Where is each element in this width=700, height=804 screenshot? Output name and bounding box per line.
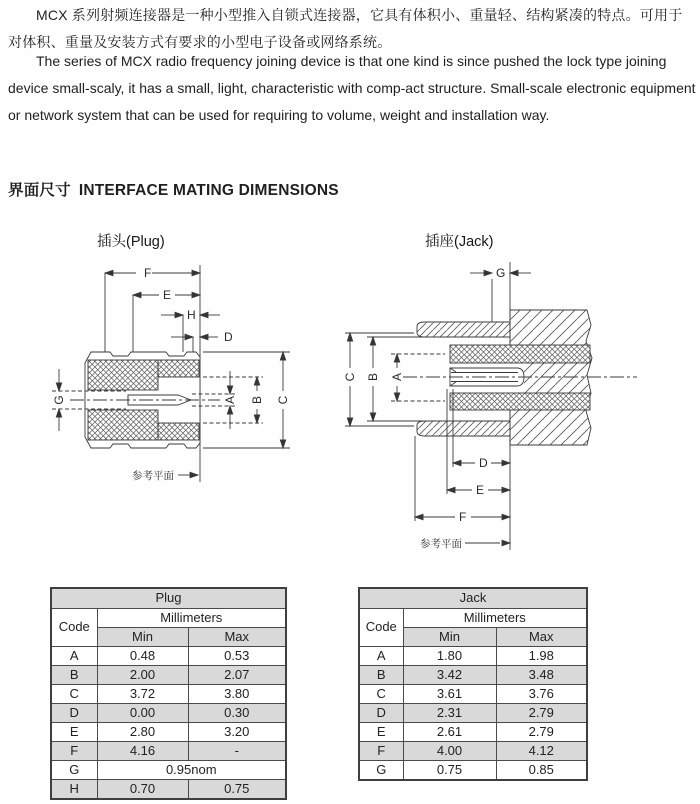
jack-reference-plane-label: 参考平面 bbox=[420, 538, 462, 550]
table-row: A 0.48 0.53 bbox=[51, 647, 286, 666]
jack-table-unit-header: Millimeters bbox=[403, 609, 587, 628]
table-row: B 2.00 2.07 bbox=[51, 666, 286, 685]
table-row: G 0.75 0.85 bbox=[359, 761, 587, 781]
plug-table-min-header: Min bbox=[97, 628, 188, 647]
table-row: F 4.16 - bbox=[51, 742, 286, 761]
plug-dimension-table bbox=[50, 587, 287, 800]
jack-shell-bottom-wall bbox=[417, 421, 510, 436]
jack-shell-top-wall bbox=[417, 322, 510, 337]
plug-dim-c-label: C bbox=[276, 395, 290, 405]
jack-technical-drawing bbox=[335, 253, 665, 563]
plug-table-title: Plug bbox=[51, 588, 286, 609]
plug-table-max-header: Max bbox=[188, 628, 286, 647]
table-row: D 0.00 0.30 bbox=[51, 704, 286, 723]
plug-dim-a-label: A bbox=[223, 395, 237, 405]
table-row: C 3.72 3.80 bbox=[51, 685, 286, 704]
plug-drawing-title: 插头(Plug) bbox=[97, 234, 165, 250]
jack-dim-e-label: E bbox=[476, 483, 485, 497]
jack-dim-c-label: C bbox=[343, 372, 357, 382]
section-heading-zh: 界面尺寸 bbox=[8, 182, 71, 199]
jack-table-title: Jack bbox=[359, 588, 587, 609]
plug-technical-drawing bbox=[40, 257, 310, 492]
plug-dim-d-label: D bbox=[224, 330, 233, 344]
table-row: E 2.80 3.20 bbox=[51, 723, 286, 742]
plug-table-unit-header: Millimeters bbox=[97, 609, 286, 628]
jack-dimension-table bbox=[358, 587, 588, 781]
plug-dim-g-label: G bbox=[52, 395, 66, 405]
jack-dim-g-label: G bbox=[496, 266, 506, 280]
jack-insulator-hatch bbox=[450, 345, 590, 363]
section-heading bbox=[8, 178, 339, 200]
table-row: E 2.61 2.79 bbox=[359, 723, 587, 742]
plug-dim-e-label: E bbox=[163, 288, 172, 302]
plug-insulator-hatch bbox=[88, 360, 158, 390]
plug-dim-h-label: H bbox=[187, 308, 196, 322]
table-row: H 0.70 0.75 bbox=[51, 780, 286, 800]
plug-reference-plane-label: 参考平面 bbox=[132, 470, 174, 482]
table-row: D 2.31 2.79 bbox=[359, 704, 587, 723]
plug-dim-f-label: F bbox=[144, 266, 152, 280]
table-row: C 3.61 3.76 bbox=[359, 685, 587, 704]
table-row: B 3.42 3.48 bbox=[359, 666, 587, 685]
plug-dim-b-label: B bbox=[250, 395, 264, 405]
jack-dim-b-label: B bbox=[366, 372, 380, 382]
intro-paragraph-zh: MCX 系列射频连接器是一种小型推入自锁式连接器，它具有体积小、重量轻、结构紧凑的特点。可用于对体积、重量及安装方式有要求的小型电子设备或网络系统。 bbox=[8, 7, 683, 50]
jack-table-max-header: Max bbox=[496, 628, 587, 647]
table-row: F 4.00 4.12 bbox=[359, 742, 587, 761]
jack-table-code-header: Code bbox=[359, 609, 403, 647]
table-row: G 0.95nom bbox=[51, 761, 286, 780]
jack-dim-d-label: D bbox=[479, 456, 488, 470]
plug-table-code-header: Code bbox=[51, 609, 97, 647]
section-heading-en: INTERFACE MATING DIMENSIONS bbox=[78, 182, 339, 199]
intro-paragraph-en: The series of MCX radio frequency joining device is that one kind is since pushed the lock type joining device small-scaly, it has a small, light, characteristic with comp-act structure. Small-scale electronic equipment or network system that can be used for requiring to volume, weight and installation way. bbox=[8, 53, 696, 123]
table-row: A 1.80 1.98 bbox=[359, 647, 587, 666]
jack-dim-f-label: F bbox=[459, 510, 467, 524]
jack-drawing-title: 插座(Jack) bbox=[425, 234, 494, 250]
jack-dim-a-label: A bbox=[390, 372, 404, 382]
jack-table-min-header: Min bbox=[403, 628, 496, 647]
